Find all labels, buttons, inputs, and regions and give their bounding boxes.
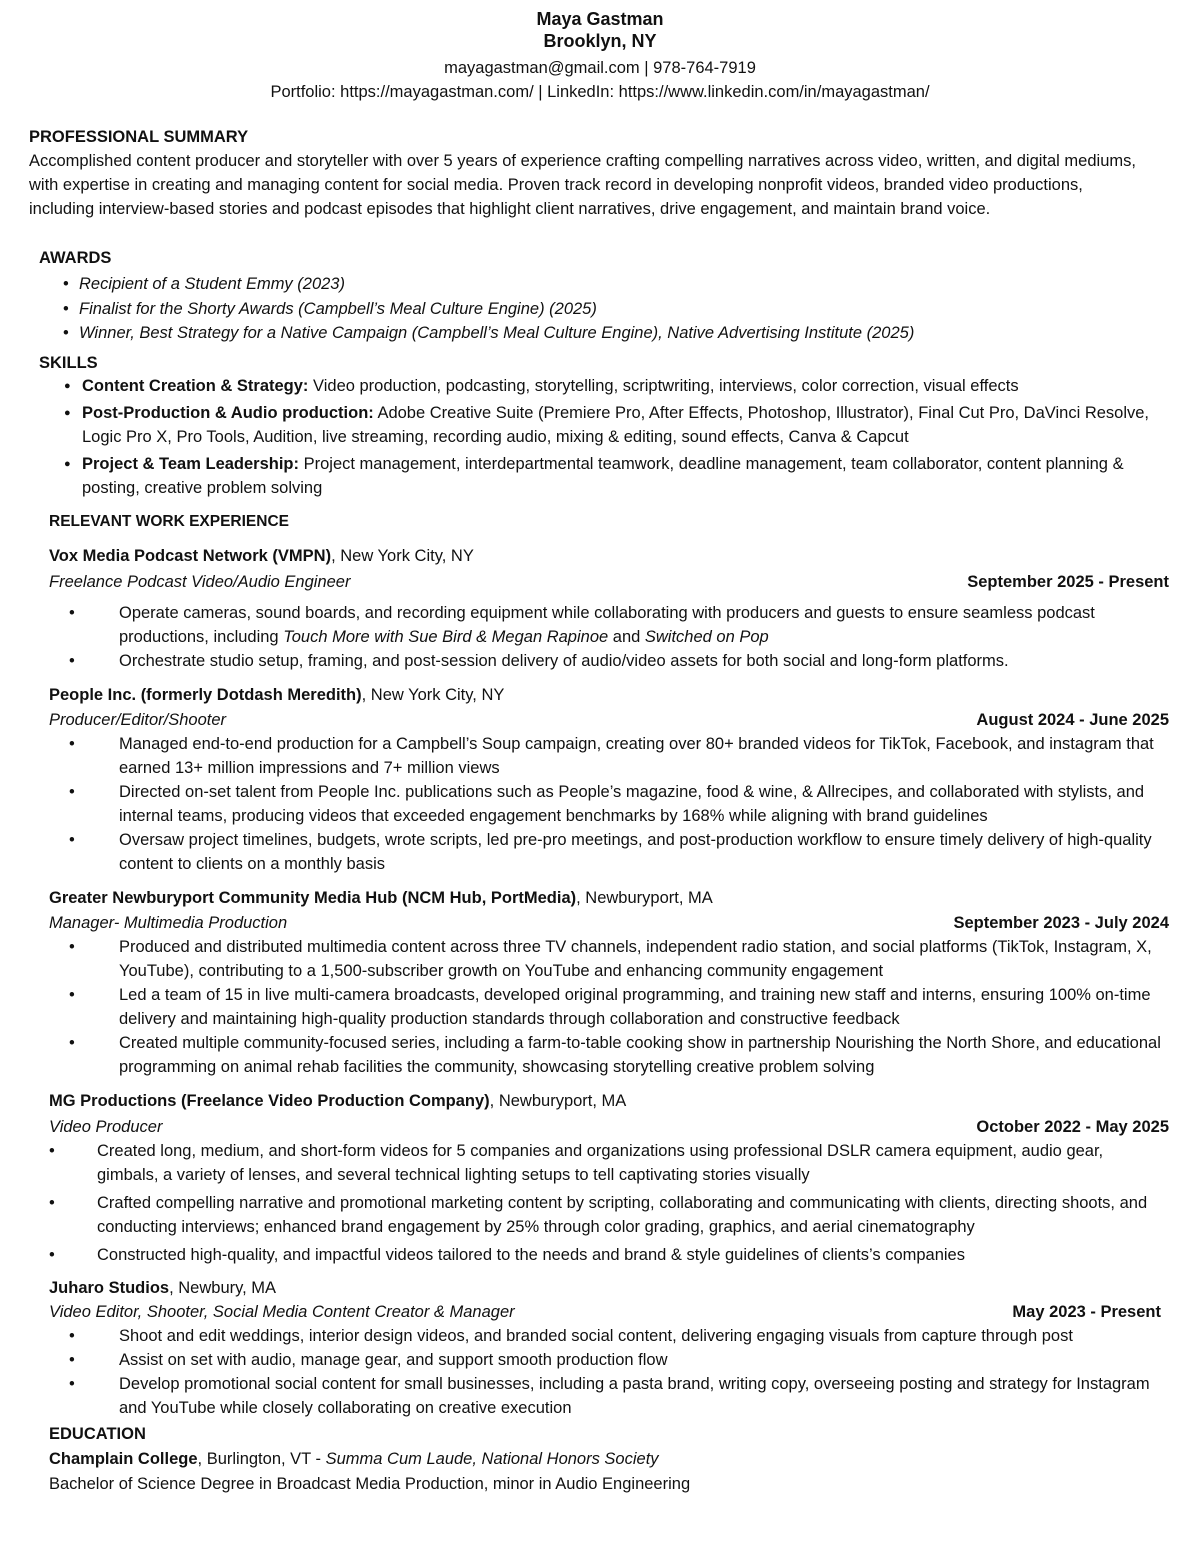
bullet: ● xyxy=(64,407,71,419)
job-role-line xyxy=(49,1115,1169,1139)
job-company: Juharo Studios, Newbury, MA xyxy=(49,1279,277,1297)
summary-heading: PROFESSIONAL SUMMARY xyxy=(29,128,249,146)
job-title: Producer/Editor/Shooter xyxy=(49,711,227,729)
experience-heading: RELEVANT WORK EXPERIENCE xyxy=(49,513,289,530)
job-dates: August 2024 - June 2025 xyxy=(976,711,1169,729)
skills-list xyxy=(64,374,1172,500)
skills-heading: SKILLS xyxy=(39,354,98,372)
job-bullets xyxy=(49,1324,1169,1420)
job-title: Manager- Multimedia Production xyxy=(49,914,288,932)
job-dates: October 2022 - May 2025 xyxy=(976,1118,1169,1136)
awards-heading: AWARDS xyxy=(39,249,112,267)
job-bullet: • Develop promotional social content for small businesses, including a pasta brand, writing copy, overseeing posting and strategy for Instagram and YouTube while closely collaborating on creative execution xyxy=(69,1375,1150,1417)
job-role-line xyxy=(49,911,1169,935)
job-dates: May 2023 - Present xyxy=(1012,1303,1161,1321)
bullet: • xyxy=(63,324,69,342)
award-item: • Winner, Best Strategy for a Native Campaign (Campbell’s Meal Culture Engine), Native Advertising Institute (2025) xyxy=(63,321,914,346)
award-item: • Finalist for the Shorty Awards (Campbell’s Meal Culture Engine) (2025) xyxy=(63,297,914,322)
job-bullet: • Managed end-to-end production for a Campbell’s Soup campaign, creating over 80+ branded videos for TikTok, Facebook, and instagram that earned 13+ million impressions and 7+ million views xyxy=(69,735,1154,777)
job-bullets xyxy=(49,1139,1169,1267)
job-bullet: • Produced and distributed multimedia content across three TV channels, independent radio station, and social platforms (TikTok, Instagram, X, YouTube), contributing to a 1,500-subscriber growth on YouTube and enhancing community engagement xyxy=(69,938,1152,980)
job-bullet: • Assist on set with audio, manage gear, and support smooth production flow xyxy=(69,1351,668,1369)
education-school: Champlain College, Burlington, VT - Summa Cum Laude, National Honors Society xyxy=(49,1450,659,1468)
job-bullet: • Operate cameras, sound boards, and recording equipment while collaborating with producers and guests to ensure seamless podcast productions, including Touch More with Sue Bird & Megan Rapinoe and Switched on Pop xyxy=(69,604,1095,646)
job-bullet: • Constructed high-quality, and impactful videos tailored to the needs and brand & style guidelines of clients’s companies xyxy=(49,1246,965,1264)
job-bullet: • Led a team of 15 in live multi-camera broadcasts, developed original programming, and training new staff and interns, ensuring 100% on-time delivery and maintaining high-quality production standards through collaboration and constructive feedback xyxy=(69,986,1151,1028)
job-bullets xyxy=(49,732,1169,876)
skill-item: ● Post-Production & Audio production: Adobe Creative Suite (Premiere Pro, After Effects, Photoshop, Illustrator), Final Cut Pro, DaVinci Resolve, Logic Pro X, Pro Tools, Audition, live streaming, recording audio, mixing & editing, sound effects, Canva & Capcut xyxy=(64,401,1172,449)
candidate-name: Maya Gastman xyxy=(536,9,664,29)
job-bullet: • Shoot and edit weddings, interior design videos, and branded social content, delivering engaging visuals from capture through post xyxy=(69,1327,1073,1345)
skill-item: ● Project & Team Leadership: Project management, interdepartmental teamwork, deadline management, team collaborator, content planning & posting, creative problem solving xyxy=(64,452,1172,500)
job-bullet: • Crafted compelling narrative and promotional marketing content by scripting, collaborating and communicating with clients, directing shoots, and conducting interviews; enhanced brand engagement by 25% through color grading, graphics, and aerial cinematography xyxy=(49,1194,1148,1236)
job-company: Greater Newburyport Community Media Hub (NCM Hub, PortMedia), Newburyport, MA xyxy=(49,889,713,907)
job-role-line xyxy=(49,708,1169,732)
job-dates: September 2025 - Present xyxy=(967,573,1169,591)
education-heading: EDUCATION xyxy=(49,1425,146,1443)
job-company: People Inc. (formerly Dotdash Meredith), New York City, NY xyxy=(49,686,505,704)
summary-text: Accomplished content producer and storyteller with over 5 years of experience crafting compelling narratives across video, written, and digital mediums, with expertise in creating and managing content for social media. Proven track record in developing nonprofit videos, branded video productions, including interview-based stories and podcast episodes that highlight client narratives, drive engagement, and maintain brand voice. xyxy=(29,152,1136,218)
awards-list xyxy=(63,272,914,346)
job-bullets xyxy=(49,935,1169,1079)
job-bullet: • Orchestrate studio setup, framing, and post-session delivery of audio/video assets for both social and long-form platforms. xyxy=(69,652,1009,670)
candidate-location: Brooklyn, NY xyxy=(543,31,657,51)
job-title: Freelance Podcast Video/Audio Engineer xyxy=(49,573,351,591)
job-bullet: • Created long, medium, and short-form videos for 5 companies and organizations using professional DSLR camera equipment, audio gear, gimbals, a variety of lenses, and several technical lighting setups to tell captivating stories visually xyxy=(49,1142,1104,1184)
job-bullet: • Oversaw project timelines, budgets, wrote scripts, led pre-pro meetings, and post-production workflow to ensure timely delivery of high-quality content to clients on a monthly basis xyxy=(69,831,1152,873)
education-degree: Bachelor of Science Degree in Broadcast Media Production, minor in Audio Engineering xyxy=(49,1475,691,1493)
job-role-line xyxy=(49,1300,1161,1324)
bullet: • xyxy=(63,275,69,293)
job-role-line xyxy=(49,570,1169,594)
job-company: Vox Media Podcast Network (VMPN), New York City, NY xyxy=(49,547,474,565)
skill-item: ● Content Creation & Strategy: Video production, podcasting, storytelling, scriptwriting, interviews, color correction, visual effects xyxy=(64,374,1172,398)
bullet: • xyxy=(63,299,69,318)
job-title: Video Producer xyxy=(49,1118,163,1136)
bullet: ● xyxy=(64,380,71,392)
resume-header xyxy=(0,8,1200,104)
portfolio-links: Portfolio: https://mayagastman.com/ | LinkedIn: https://www.linkedin.com/in/mayagastman/ xyxy=(270,83,930,101)
job-dates: September 2023 - July 2024 xyxy=(953,914,1169,932)
job-title: Video Editor, Shooter, Social Media Content Creator & Manager xyxy=(49,1303,515,1321)
job-bullet: • Directed on-set talent from People Inc. publications such as People’s magazine, food & wine, & Allrecipes, and collaborated with stylists, and internal teams, producing videos that exceeded engagement benchmarks by 168% while aligning with brand guidelines xyxy=(69,783,1145,825)
bullet: ● xyxy=(64,458,71,470)
award-item: • Recipient of a Student Emmy (2023) xyxy=(63,272,914,297)
job-bullets xyxy=(49,601,1169,673)
contact-info: mayagastman@gmail.com | 978-764-7919 xyxy=(444,59,756,77)
job-company: MG Productions (Freelance Video Production Company), Newburyport, MA xyxy=(49,1092,627,1110)
job-bullet: • Created multiple community-focused series, including a farm-to-table cooking show in partnership Nourishing the North Shore, and educational programming on animal rehab facilities the community, showcasing storytelling creative problem solving xyxy=(69,1034,1161,1076)
